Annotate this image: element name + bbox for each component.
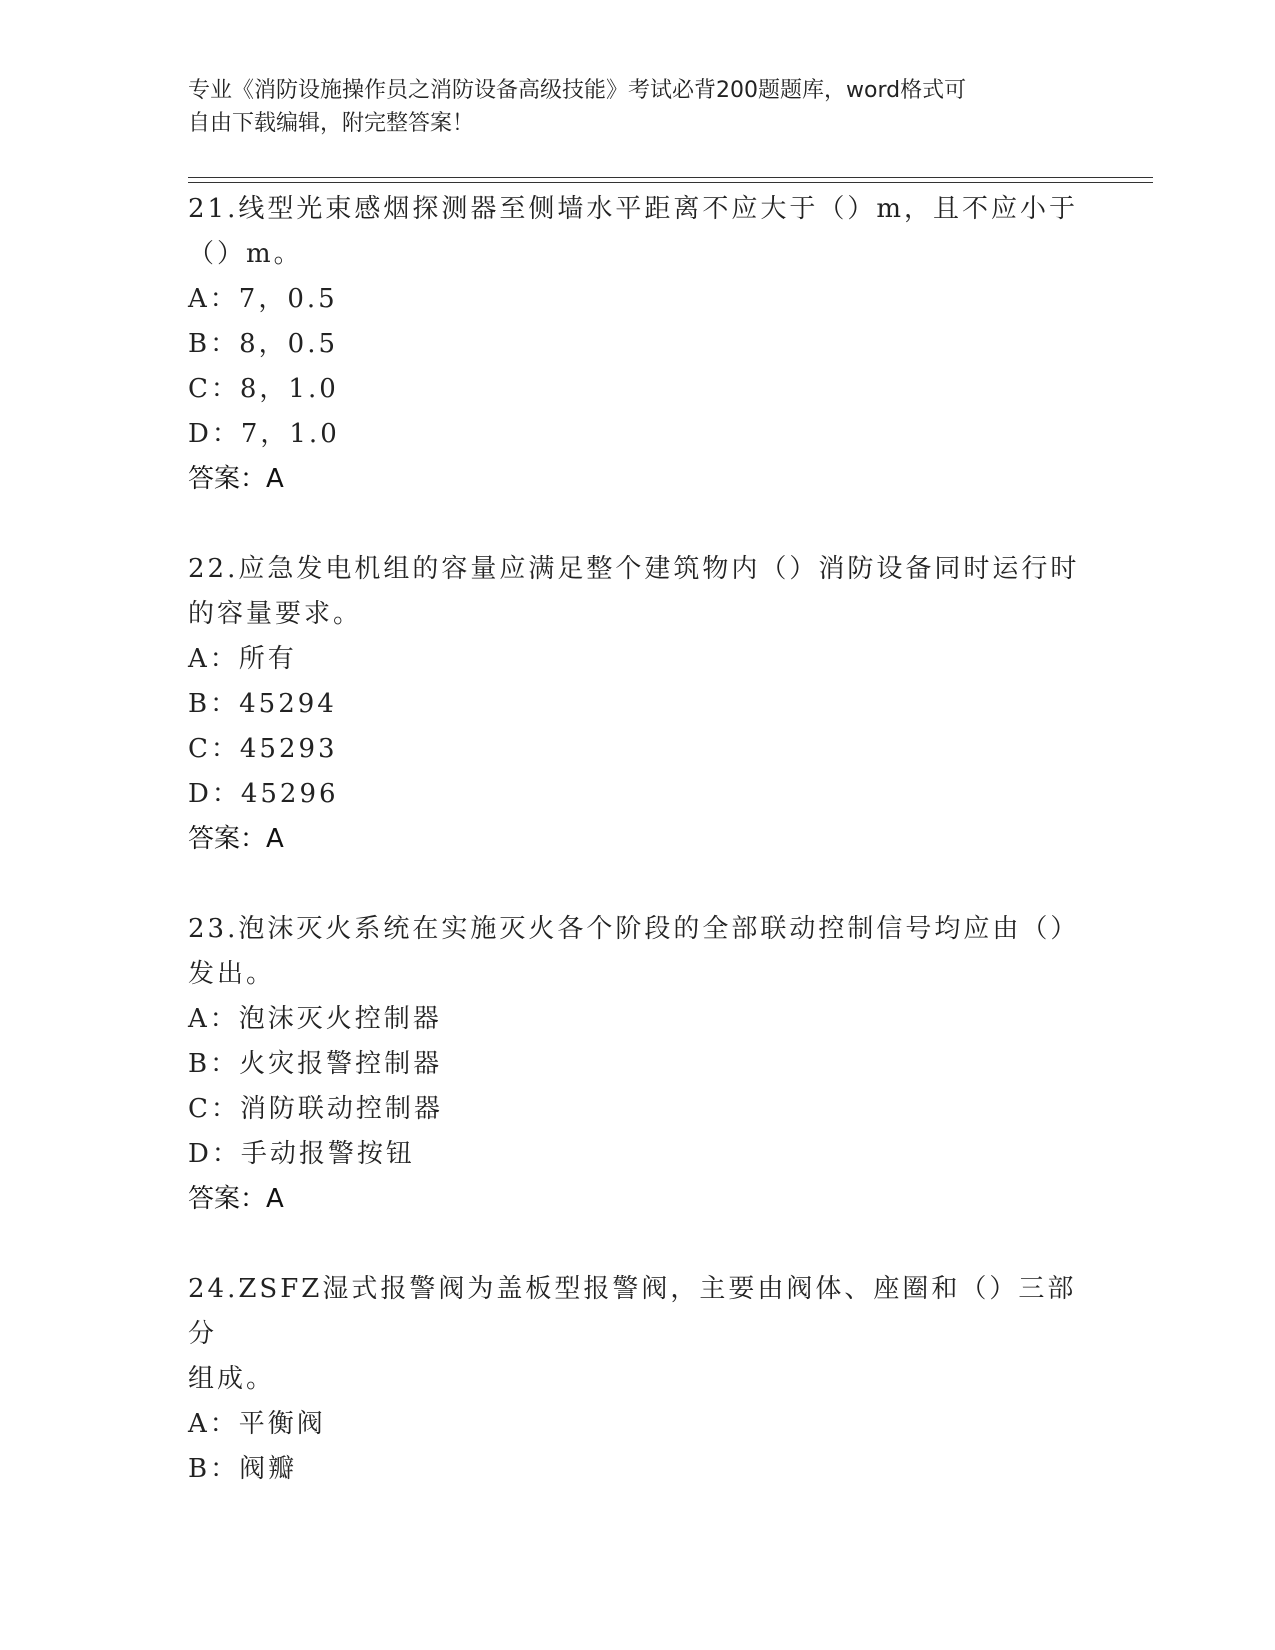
- document-header: [188, 74, 1068, 140]
- spacer: [188, 502, 1088, 547]
- option-b: B：45294: [188, 689, 337, 719]
- option-a: A：所有: [188, 644, 297, 674]
- answer: 答案：A: [188, 464, 284, 494]
- option-a: A：泡沫灭火控制器: [188, 1004, 442, 1034]
- header-line-2: 自由下载编辑，附完整答案！: [188, 111, 475, 136]
- question-24: [188, 1267, 1088, 1492]
- option-a: A：平衡阀: [188, 1409, 326, 1439]
- question-text-line-1: 21.线型光束感烟探测器至侧墙水平距离不应大于（）m，且不应小于: [188, 194, 1079, 224]
- header-line-1: 专业《消防设施操作员之消防设备高级技能》考试必背200题题库，word格式可: [188, 78, 967, 103]
- option-d: D：手动报警按钮: [188, 1139, 415, 1169]
- spacer: [188, 862, 1088, 907]
- option-d: D：7，1.0: [188, 419, 340, 449]
- question-23: [188, 907, 1088, 1222]
- question-text-line-2: 发出。: [188, 959, 276, 989]
- question-text-line-1: 23.泡沫灭火系统在实施灭火各个阶段的全部联动控制信号均应由（）: [188, 914, 1080, 944]
- option-c: C：消防联动控制器: [188, 1094, 443, 1124]
- option-c: C：8，1.0: [188, 374, 339, 404]
- question-text-line-2: 组成。: [188, 1364, 276, 1394]
- question-21: [188, 187, 1088, 502]
- question-22: [188, 547, 1088, 862]
- question-text-line-1: 24.ZSFZ湿式报警阀为盖板型报警阀，主要由阀体、座圈和（）三部分: [188, 1274, 1077, 1349]
- option-b: B：火灾报警控制器: [188, 1049, 443, 1079]
- question-text-line-2: （）m。: [188, 239, 303, 269]
- question-text-line-2: 的容量要求。: [188, 599, 363, 629]
- question-text-line-1: 22.应急发电机组的容量应满足整个建筑物内（）消防设备同时运行时: [188, 554, 1080, 584]
- option-c: C：45293: [188, 734, 338, 764]
- option-b: B：8，0.5: [188, 329, 338, 359]
- answer: 答案：A: [188, 824, 284, 854]
- answer: 答案：A: [188, 1184, 284, 1214]
- header-divider-top: [188, 177, 1153, 178]
- header-divider-bottom: [188, 182, 1153, 183]
- question-list: [188, 187, 1088, 1492]
- spacer: [188, 1222, 1088, 1267]
- option-d: D：45296: [188, 779, 339, 809]
- option-a: A：7，0.5: [188, 284, 338, 314]
- option-b: B：阀瓣: [188, 1454, 298, 1484]
